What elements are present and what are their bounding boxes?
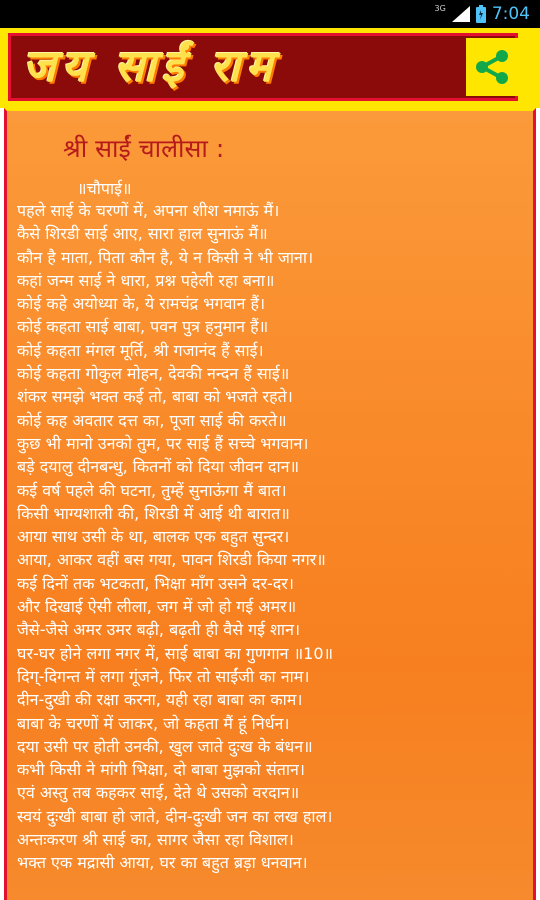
battery-icon: [476, 5, 486, 23]
verse-line: किसी भाग्यशाली की, शिरडी में आई थी बारात॥: [17, 503, 290, 523]
verse-line: कौन है माता, पिता कौन है, ये न किसी ने भी जाना।: [17, 247, 314, 267]
verse-line: कुछ भी मानो उनको तुम, पर साई हैं सच्चे भगवान।: [17, 433, 309, 453]
share-button[interactable]: [466, 38, 518, 96]
verse-line: कोई कहे अयोध्या के, ये रामचंद्र भगवान हैं।: [17, 294, 266, 314]
verse-line: अन्तःकरण श्री साई का, सागर जैसा रहा विशाल।: [17, 830, 294, 850]
app-header: [0, 28, 540, 108]
signal-icon: [452, 6, 470, 22]
status-time: 7:04: [491, 4, 530, 24]
verse-line: जैसे-जैसे अमर उमर बढ़ी, बढ़ती ही वैसे गई शान।: [17, 620, 301, 640]
verse-line: और दिखाई ऐसी लीला, जग में जो हो गई अमर॥: [17, 597, 297, 617]
share-icon: [472, 47, 512, 87]
verse-line: घर-घर होने लगा नगर में, साई बाबा का गुणगान ॥10॥: [17, 643, 334, 663]
verse-line: आया, आकर वहीं बस गया, पावन शिरडी किया नगर॥: [17, 550, 326, 570]
verse-line: पहले साई के चरणों में, अपना शीश नमाऊं मैं।: [17, 201, 280, 220]
verse-line: कैसे शिरडी साई आए, सारा हाल सुनाऊं मैं॥: [17, 224, 268, 244]
verse-line: कहां जन्म साई ने धारा, प्रश्न पहेली रहा बना॥: [17, 270, 275, 290]
status-icons: [435, 3, 530, 25]
verse-line: दिग्-दिगन्त में लगा गूंजने, फिर तो साईंजी का नाम।: [17, 666, 310, 686]
verse-line: बड़े दयालु दीनबन्धु, कितनों को दिया जीवन दान॥: [17, 457, 300, 477]
verse-line: भक्त एक मद्रासी आया, घर का बहुत ब्रड़ा धनवान।: [17, 853, 308, 873]
page-heading: श्री साईं चालीसा :: [63, 134, 225, 163]
verse-line: एवं अस्तु तब कहकर साई, देते थे उसको वरदान॥: [17, 783, 300, 803]
verse-line: कोई कहता गोकुल मोहन, देवकी नन्दन हैं साई॥: [17, 364, 290, 384]
verse-line: कई वर्ष पहले की घटना, तुम्हें सुनाऊंगा मैं बात।: [17, 480, 287, 500]
verse-line: स्वयं दुःखी बाबा हो जाते, दीन-दुःखी जन का लख हाल।: [17, 806, 333, 826]
verse-line: शंकर समझे भक्त कई तो, बाबा को भजते रहते।: [17, 387, 293, 407]
section-label: ॥चौपाई॥: [77, 179, 132, 198]
verse-line: दया उसी पर होती उनकी, खुल जाते दुःख के बंधन॥: [17, 736, 313, 756]
verse-line: बाबा के चरणों में जाकर, जो कहता मैं हूं निर्धन।: [17, 713, 290, 733]
title-banner: [8, 33, 518, 101]
status-bar: [0, 0, 540, 28]
verse-line: कोई कहता मंगल मूर्ति, श्री गजानंद हैं साई।: [17, 340, 264, 360]
verse-line: कई दिनों तक भटकता, भिक्षा माँग उसने दर-दर।: [17, 573, 294, 593]
verse-line: कोई कह अवतार दत्त का, पूजा साई की करते॥: [17, 410, 287, 430]
verse-line: आया साथ उसी के था, बालक एक बहुत सुन्दर।: [17, 527, 290, 547]
network-type: 3G: [434, 3, 446, 13]
app-title: जय साईं राम: [23, 41, 279, 92]
verse-list: [17, 199, 531, 875]
chalisa-content[interactable]: [4, 108, 536, 900]
verse-line: कोई कहता साई बाबा, पवन पुत्र हनुमान हैं॥: [17, 317, 269, 337]
verse-line: दीन-दुखी की रक्षा करना, यही रहा बाबा का काम।: [17, 690, 303, 710]
verse-line: कभी किसी ने मांगी भिक्षा, दो बाबा मुझको संतान।: [17, 760, 305, 780]
